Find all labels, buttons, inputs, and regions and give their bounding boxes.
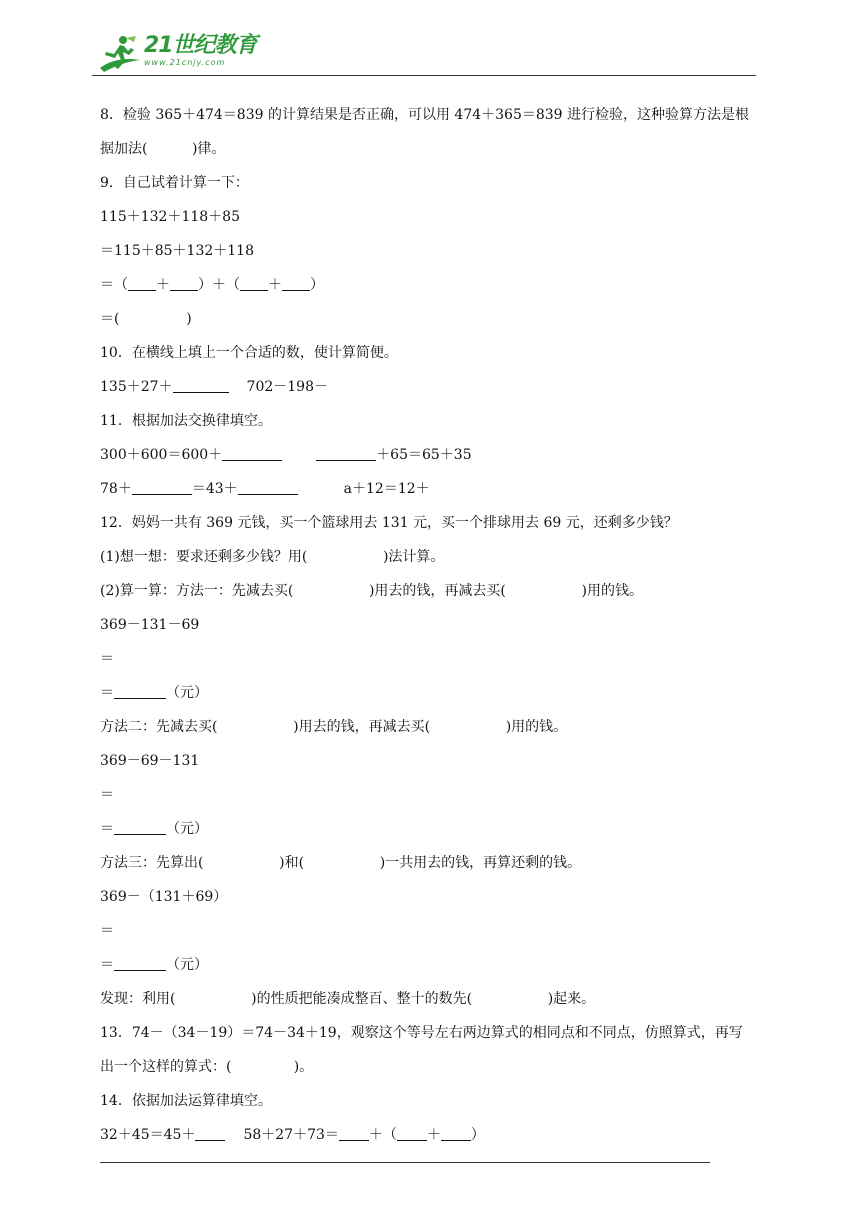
q9-title: 9．自己试着计算一下： [100, 175, 249, 191]
q8-line-2: 据加法( )律。 [100, 141, 226, 157]
runner-logo-icon [96, 34, 142, 74]
answer-blank[interactable] [114, 956, 166, 971]
q12-method-3-step-1: ＝ [100, 923, 114, 939]
q13-line-2: 出一个这样的算式：( )。 [100, 1059, 314, 1075]
answer-blank[interactable] [173, 378, 229, 393]
answer-blank[interactable] [114, 820, 166, 835]
answer-blank[interactable] [240, 276, 268, 291]
q8-line-1: 8．检验 365＋474＝839 的计算结果是否正确，可以用 474＋365＝839 进行检验，这种验算方法是根 [100, 107, 750, 123]
q9-step-1: ＝115＋85＋132＋118 [100, 243, 254, 259]
q9-expression: 115＋132＋118＋85 [100, 209, 240, 225]
q12-method-1-step-2: ＝ （元） [100, 685, 208, 701]
page-header [92, 30, 756, 80]
q12-title: 12．妈妈一共有 369 元钱，买一个篮球用去 131 元，买一个排球用去 69 元，还剩多少钱？ [100, 515, 678, 531]
answer-blank[interactable] [282, 276, 310, 291]
answer-blank[interactable] [222, 446, 282, 461]
q12-method-3: 方法三：先算出( )和( )一共用去的钱，再算还剩的钱。 [100, 855, 582, 871]
q12-method-1-expression: 369－131－69 [100, 617, 200, 633]
q13-line-1: 13．74－（34－19）＝74－34＋19，观察这个等号左右两边算式的相同点和不同点，仿照算式，再写 [100, 1025, 743, 1041]
q12-method-2-expression: 369－69－131 [100, 753, 200, 769]
q12-method-2: 方法二：先减去买( )用去的钱，再减去买( )用的钱。 [100, 719, 568, 735]
answer-blank[interactable] [441, 1126, 471, 1141]
answer-blank[interactable] [316, 446, 376, 461]
q12-method-2-step-1: ＝ [100, 787, 114, 803]
answer-blank[interactable] [128, 276, 156, 291]
logo-title: 21世纪教育 [144, 33, 257, 58]
logo [96, 34, 257, 74]
answer-blank[interactable] [195, 1126, 225, 1141]
answer-blank[interactable] [132, 480, 192, 495]
q10-title: 10．在横线上填上一个合适的数，使计算简便。 [100, 345, 398, 361]
q9-step-2: ＝（ ＋ ）＋（ ＋ ） [100, 277, 324, 293]
header-rule [92, 75, 756, 76]
q14-title: 14．依据加法运算律填空。 [100, 1093, 272, 1109]
q12-method-3-expression: 369－（131＋69） [100, 889, 228, 905]
q14-expressions: 32＋45＝45＋ 58＋27＋73＝ ＋（ ＋ ） [100, 1127, 485, 1143]
q12-discovery: 发现：利用( )的性质把能凑成整百、整十的数先( )起来。 [100, 991, 596, 1007]
answer-blank[interactable] [238, 480, 298, 495]
q12-method-2-step-2: ＝ （元） [100, 821, 208, 837]
q12-method-3-step-2: ＝ （元） [100, 957, 208, 973]
footer-rule [100, 1162, 710, 1163]
q11-row-2: 78＋ ＝43＋ a＋12＝12＋ [100, 481, 430, 497]
q9-step-3: ＝( ) [100, 311, 192, 327]
q11-row-1: 300＋600＝600＋ ＋65＝65＋35 [100, 447, 472, 463]
answer-blank[interactable] [397, 1126, 427, 1141]
logo-url: www.21cnjy.com [144, 58, 226, 67]
q12-method-1: (2)算一算：方法一：先减去买( )用去的钱，再减去买( )用的钱。 [100, 583, 643, 599]
answer-blank[interactable] [339, 1126, 369, 1141]
answer-blank[interactable] [170, 276, 198, 291]
q12-part-1: (1)想一想：要求还剩多少钱？用( )法计算。 [100, 549, 445, 565]
q11-title: 11．根据加法交换律填空。 [100, 413, 272, 429]
answer-blank[interactable] [114, 684, 166, 699]
q10-expressions: 135＋27＋ 702－198－ [100, 379, 328, 395]
q12-method-1-step-1: ＝ [100, 651, 114, 667]
